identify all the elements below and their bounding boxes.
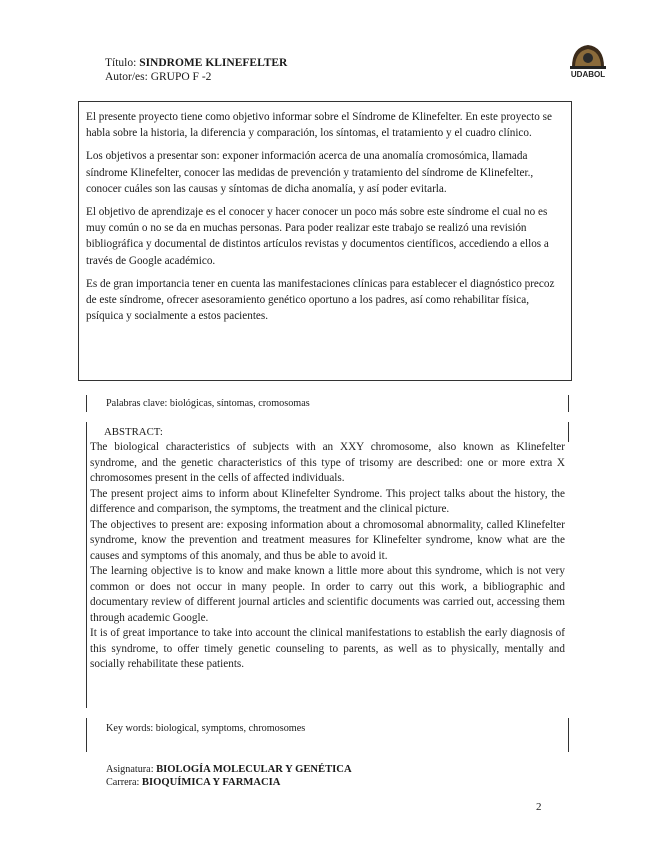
left-bar: [86, 718, 87, 752]
right-bar: [568, 422, 569, 442]
summary-paragraph: Es de gran importancia tener en cuenta las manifestaciones clínicas para establecer el diagnóstico precoz de este síndrome, ofrecer asesoramiento genético oportuno a los padres, así como rehabilitar física, psíquica y socialmente a estos pacientes.: [86, 277, 555, 323]
authors-label: Autor/es:: [105, 71, 148, 83]
university-logo: [566, 41, 610, 79]
title-line: [105, 57, 287, 70]
career-line: [106, 776, 280, 789]
authors-value: GRUPO F -2: [150, 71, 212, 83]
keywords-english: Key words: biological, symptoms, chromosomes: [106, 723, 306, 734]
left-bar: [86, 422, 87, 708]
title-label: Título:: [105, 57, 137, 69]
summary-paragraph: El presente proyecto tiene como objetivo informar sobre el Síndrome de Klinefelter. En este proyecto se habla sobre la historia, la diferencia y comparación, los síntomas, el tratamiento y el cuadro clínico.: [86, 111, 552, 140]
abstract-title: ABSTRACT:: [104, 426, 163, 438]
logo-text: UDABOL: [570, 70, 606, 79]
abstract-paragraph: The biological characteristics of subjects with an XXY chromosome, also known as Klinefelter syndrome, and the genetic characteristics of this type of trisomy are described: one or more extra X chromosomes present in the cells of affected individuals.: [90, 441, 565, 484]
university-crest-icon: [566, 41, 610, 79]
authors-line: [105, 71, 211, 84]
summary-paragraph: Los objetivos a presentar son: exponer información acerca de una anomalía cromosómica, llamada síndrome Klinefelter, conocer las medidas de prevención y tratamiento del síndrome de Klinefelter., conocer cuáles son las causas y síntomas de dicha anomalía, y así poder evitarla.: [86, 150, 534, 195]
abstract-paragraph: The present project aims to inform about Klinefelter Syndrome. This project talks about the history, the difference and comparison, the symptoms, the treatment and the clinical picture.: [90, 487, 565, 515]
document-title: SINDROME KLINEFELTER: [139, 57, 288, 69]
left-bar: [86, 395, 87, 412]
abstract-paragraph: The objectives to present are: exposing information about a chromosomal abnormality, called Klinefelter syndrome, know the prevention and treatment measures for Klinefelter syndrome, know what are the causes and symptoms of this anomaly, and thus be able to avoid it.: [90, 518, 565, 562]
right-bar: [568, 718, 569, 752]
subject-label: Asignatura:: [106, 764, 154, 775]
summary-paragraph: El objetivo de aprendizaje es el conocer y hacer conocer un poco más sobre este síndrome el cual no es muy común o no se da en muchas personas. Para poder realizar este trabajo se realizó una revisión bibliográfica y documental de distintos artículos revistas y documentos científicos, accediendo a ellos a través de Google académico.: [86, 206, 549, 267]
abstract-body: [90, 440, 565, 673]
summary-box: [78, 101, 572, 381]
subject-line: [106, 763, 352, 776]
career-label: Carrera:: [106, 777, 140, 788]
abstract-paragraph: The learning objective is to know and make known a little more about this syndrome, which is not very common or does not occur in many people. In order to carry out this work, a bibliographic and documentary review of different journal articles and scientific documents was carried out, accessing them through academic Google.: [90, 565, 565, 624]
keywords-spanish: Palabras clave: biológicas, síntomas, cromosomas: [106, 398, 310, 409]
abstract-paragraph: It is of great importance to take into account the clinical manifestations to establish the early diagnosis of this syndrome, to offer timely genetic counseling to parents, as well as to physically, mentally and socially rehabilitate these patients.: [90, 627, 565, 670]
subject-value: BIOLOGÍA MOLECULAR Y GENÉTICA: [156, 764, 352, 775]
page-number: 2: [536, 801, 542, 813]
career-value: BIOQUÍMICA Y FARMACIA: [141, 777, 281, 788]
right-bar: [568, 395, 569, 412]
